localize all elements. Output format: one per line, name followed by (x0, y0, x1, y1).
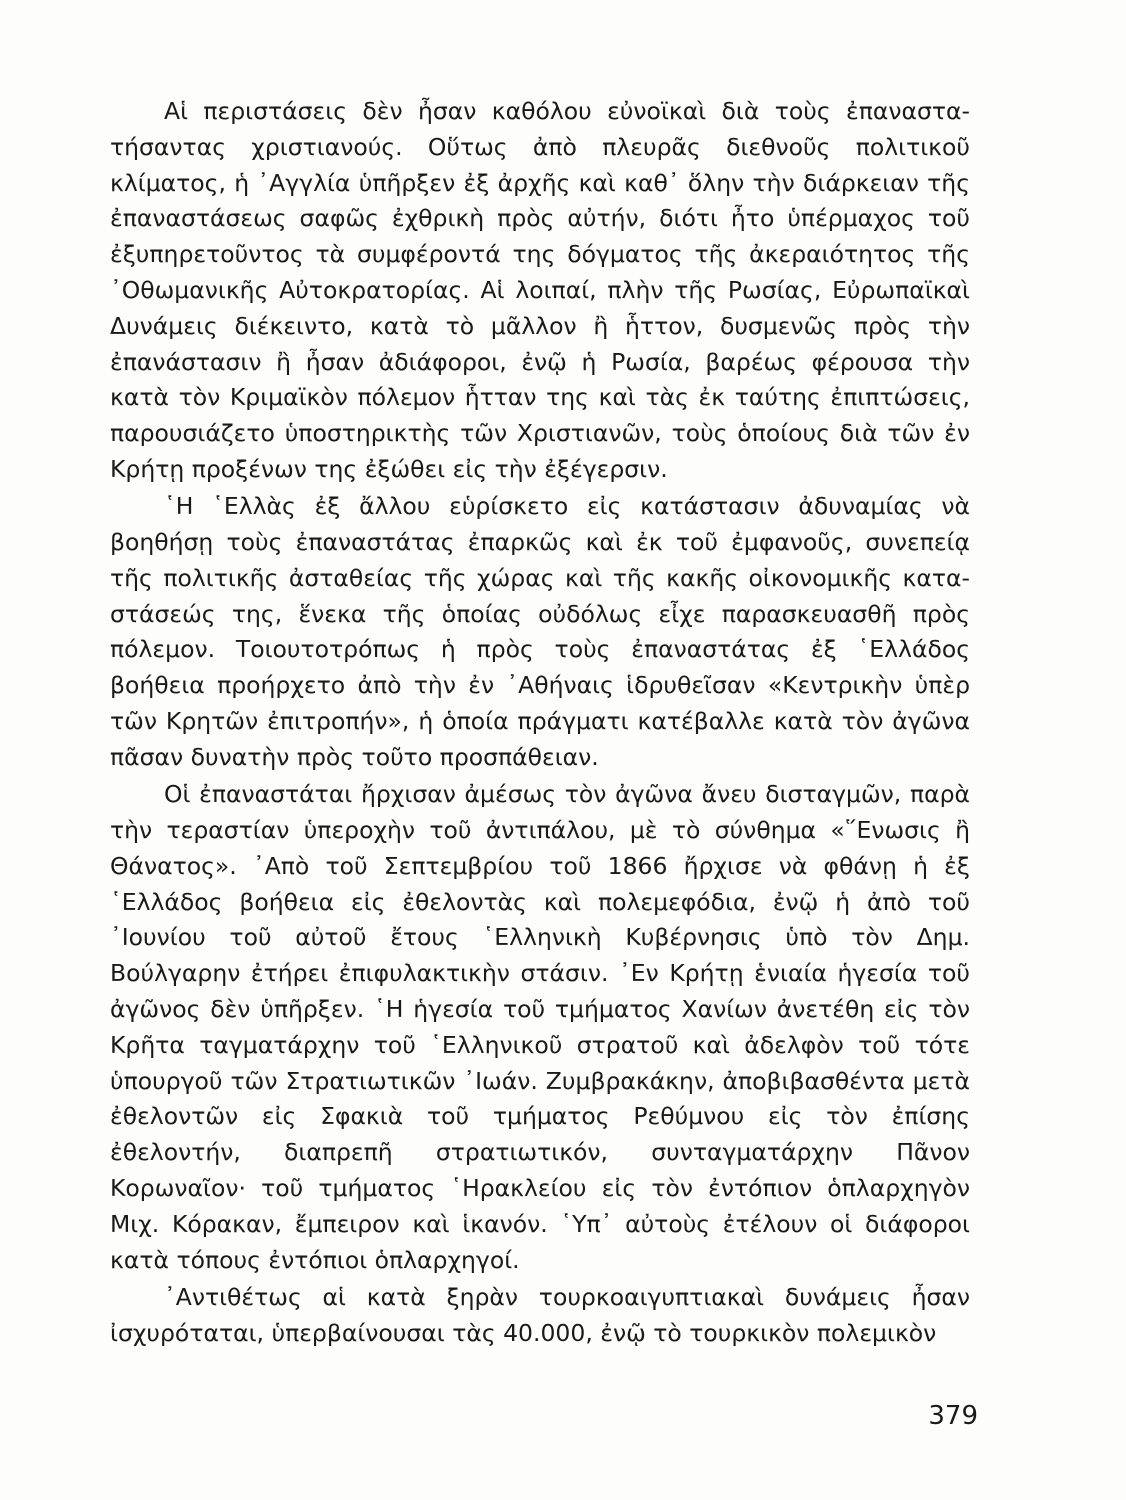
paragraph-1: Αἱ περιστάσεις δὲν ἦσαν καθόλου εὐνοϊκαὶ διὰ τοὺς ἐπαναστατήσαντας χριστιανούς. Οὕτως ἀπὸ πλευρᾶς διεθνοῦς πολιτικοῦ κλίματος, ἡ ᾿Αγγλία ὑπῆρξεν ἐξ ἀρχῆς καὶ καθ᾿ ὅλην τὴν διάρκειαν τῆς ἐπαναστάσεως σαφῶς ἐχθρικὴ πρὸς αὐτήν, διότι ἦτο ὑπέρμαχος τοῦ ἐξυπηρετοῦντος τὰ συμφέροντά της δόγματος τῆς ἀκεραιότητος τῆς ᾿Οθωμανικῆς Αὐτοκρατορίας. Αἱ λοιπαί, πλὴν τῆς Ρωσίας, Εὐρωπαϊκαὶ Δυνάμεις διέκειντο, κατὰ τὸ μᾶλλον ἢ ἧττον, δυσμενῶς πρὸς τὴν ἐπανάστασιν ἢ ἦσαν ἀδιάφοροι, ἐνῷ ἡ Ρωσία, βαρέως φέρουσα τὴν κατὰ τὸν Κριμαϊκὸν πόλεμον ἧτταν της καὶ τὰς ἐκ ταύτης ἐπιπτώσεις, παρουσιάζετο ὑποστηρικτὴς τῶν Χριστιανῶν, τοὺς ὁποίους διὰ τῶν ἐν Κρήτῃ προξένων της ἐξώθει εἰς τὴν ἐξέγερσιν. (110, 97, 970, 483)
page-number: 379 (928, 1401, 978, 1431)
paragraph-2: ῾Η ῾Ελλὰς ἐξ ἄλλου εὑρίσκετο εἰς κατάστασιν ἀδυναμίας νὰ βοηθήσῃ τοὺς ἐπαναστάτας ἐπαρκῶς καὶ ἐκ τοῦ ἐμφανοῦς, συνεπείᾳ τῆς πολιτικῆς ἀσταθείας τῆς χώρας καὶ τῆς κακῆς οἰκονομικῆς καταστάσεώς της, ἕνεκα τῆς ὁποίας οὐδόλως εἶχε παρασκευασθῆ πρὸς πόλεμον. Τοιουτοτρόπως ἡ πρὸς τοὺς ἐπαναστάτας ἐξ ῾Ελλάδος βοήθεια προήρχετο ἀπὸ τὴν ἐν ᾿Αθήναις ἱδρυθεῖσαν «Κεντρικὴν ὑπὲρ τῶν Κρητῶν ἐπιτροπήν», ἡ ὁποία πράγματι κατέβαλλε κατὰ τὸν ἀγῶνα πᾶσαν δυνατὴν πρὸς τοῦτο προσπάθειαν. (110, 492, 970, 771)
body-text (110, 94, 970, 1353)
paragraph-4: ᾿Αντιθέτως αἱ κατὰ ξηρὰν τουρκοαιγυπτιακαὶ δυνάμεις ἦσαν ἰσχυρόταται, ὑπερβαίνουσαι τὰς 40.000, ἐνῷ τὸ τουρκικὸν πολεμικὸν (110, 1282, 970, 1347)
paragraph-3: Οἱ ἐπαναστάται ἤρχισαν ἀμέσως τὸν ἀγῶνα ἄνευ δισταγμῶν, παρὰ τὴν τεραστίαν ὑπεροχὴν τοῦ ἀντιπάλου, μὲ τὸ σύνθημα «῞Ενωσις ἢ Θάνατος». ᾿Απὸ τοῦ Σεπτεμβρίου τοῦ 1866 ἤρχισε νὰ φθάνῃ ἡ ἐξ ῾Ελλάδος βοήθεια εἰς ἐθελοντὰς καὶ πολεμεφόδια, ἐνῷ ἡ ἀπὸ τοῦ ᾿Ιουνίου τοῦ αὐτοῦ ἔτους ῾Ελληνικὴ Κυβέρνησις ὑπὸ τὸν Δημ. Βούλγαρην ἐτήρει ἐπιφυλακτικὴν στάσιν. ᾿Εν Κρήτῃ ἑνιαία ἡγεσία τοῦ ἀγῶνος δὲν ὑπῆρξεν. ῾Η ἡγεσία τοῦ τμήματος Χανίων ἀνετέθη εἰς τὸν Κρῆτα ταγματάρχην τοῦ ῾Ελληνικοῦ στρατοῦ καὶ ἀδελφὸν τοῦ τότε ὑπουργοῦ τῶν Στρατιωτικῶν ᾿Ιωάν. Ζυμβρακάκην, ἀποβιβασθέντα μετὰ ἐθελοντῶν εἰς Σφακιὰ τοῦ τμήματος Ρεθύμνου εἰς τὸν ἐπίσης ἐθελοντήν, διαπρεπῆ στρατιωτικόν, συνταγματάρχην Πᾶνον Κορωναῖον· τοῦ τμήματος ῾Ηρακλείου εἰς τὸν ἐντόπιον ὁπλαρχηγὸν Μιχ. Κόρακαν, ἔμπειρον καὶ ἱκανόν. ῾Υπ᾿ αὐτοὺς ἐτέλουν οἱ διάφοροι κατὰ τόπους ἐντόπιοι ὁπλαρχηγοί. (110, 780, 970, 1274)
